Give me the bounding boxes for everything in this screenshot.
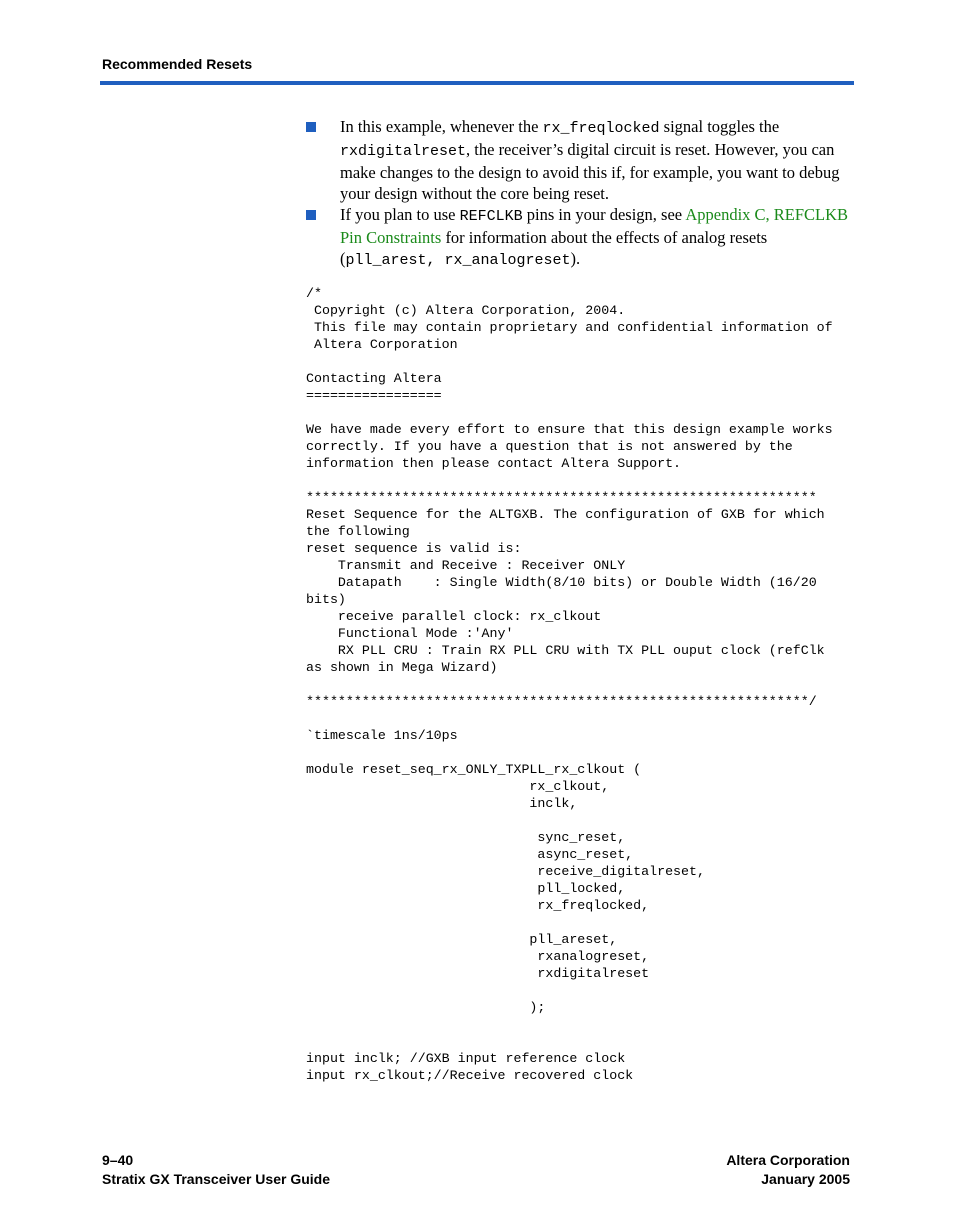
code-line: Altera Corporation: [306, 337, 458, 352]
guide-title: Stratix GX Transceiver User Guide: [102, 1171, 330, 1187]
code-line: );: [306, 1000, 546, 1015]
bullet-text-span: signal toggles the: [659, 117, 780, 136]
footer-right: [726, 1151, 850, 1189]
bullet-item-refclkb: [306, 204, 854, 271]
code-line: ***************************************************************/: [306, 694, 817, 709]
code-line: rxanalogreset,: [306, 949, 650, 964]
code-line: We have made every effort to ensure that this design example works: [306, 422, 833, 437]
bullet-text-span: In this example, whenever the: [340, 117, 543, 136]
appendix-c-link[interactable]: Appendix C, REFCLKB Pin Constraints: [340, 205, 849, 247]
code-line: input rx_clkout;//Receive recovered clock: [306, 1068, 634, 1083]
code-line: RX PLL CRU : Train RX PLL CRU with TX PLL ouput clock (refClk: [306, 643, 825, 658]
bullet-item-freqlocked: [306, 116, 854, 204]
code-rxdigitalreset: rxdigitalreset: [340, 143, 467, 160]
bullet-text: [340, 204, 854, 271]
code-line: pll_areset,: [306, 932, 618, 947]
bullet-text-span: If you plan to use: [340, 205, 460, 224]
bullet-text-span: pins in your design, see: [522, 205, 686, 224]
code-line: Transmit and Receive : Receiver ONLY: [306, 558, 626, 573]
code-line: module reset_seq_rx_ONLY_TXPLL_rx_clkout (: [306, 762, 642, 777]
bullet-square-icon: [306, 122, 316, 132]
code-line: as shown in Mega Wizard): [306, 660, 498, 675]
bullet-text-span: ).: [570, 249, 581, 268]
footer-left: [102, 1151, 330, 1189]
code-line: receive parallel clock: rx_clkout: [306, 609, 602, 624]
code-line: rxdigitalreset: [306, 966, 650, 981]
bullet-text: [340, 116, 854, 204]
code-line: sync_reset,: [306, 830, 626, 845]
code-line: reset sequence is valid is:: [306, 541, 522, 556]
running-header-title: Recommended Resets: [102, 56, 253, 72]
code-line: =================: [306, 388, 442, 403]
code-line: Datapath : Single Width(8/10 bits) or Double Width (16/20: [306, 575, 817, 590]
code-analog-resets: pll_arest, rx_analogreset: [345, 252, 571, 269]
code-line: This file may contain proprietary and confidential information of: [306, 320, 833, 335]
page-number: 9–40: [102, 1152, 134, 1168]
code-line: /*: [306, 286, 322, 301]
code-line: Functional Mode :'Any': [306, 626, 514, 641]
code-line: information then please contact Altera Support.: [306, 456, 682, 471]
company-name: Altera Corporation: [726, 1152, 850, 1168]
code-line: Copyright (c) Altera Corporation, 2004.: [306, 303, 626, 318]
code-line: input inclk; //GXB input reference clock: [306, 1051, 626, 1066]
bullet-text-span: , the receiver’s digital circuit is reset. However, you can make changes to the design to avoid this if, for example, you want to debug your design without the core being reset.: [340, 140, 840, 203]
code-rx-freqlocked: rx_freqlocked: [542, 120, 660, 137]
code-line: pll_locked,: [306, 881, 626, 896]
bullet-square-icon: [306, 210, 316, 220]
publication-date: January 2005: [761, 1171, 850, 1187]
code-line: async_reset,: [306, 847, 634, 862]
verilog-code-listing: [306, 285, 854, 1084]
header-rule: [100, 81, 854, 85]
code-line: bits): [306, 592, 346, 607]
code-line: rx_freqlocked,: [306, 898, 650, 913]
bullet-text-span: for information about the effects of analog resets (: [340, 228, 768, 268]
code-line: inclk,: [306, 796, 578, 811]
code-line: rx_clkout,: [306, 779, 610, 794]
code-line: the following: [306, 524, 410, 539]
code-line: ****************************************************************: [306, 490, 817, 505]
bullet-list: [306, 116, 854, 271]
code-line: correctly. If you have a question that is not answered by the: [306, 439, 793, 454]
code-line: Reset Sequence for the ALTGXB. The configuration of GXB for which: [306, 507, 825, 522]
code-line: receive_digitalreset,: [306, 864, 705, 879]
code-refclkb: REFCLKB: [459, 208, 523, 225]
code-line: `timescale 1ns/10ps: [306, 728, 458, 743]
code-line: Contacting Altera: [306, 371, 442, 386]
